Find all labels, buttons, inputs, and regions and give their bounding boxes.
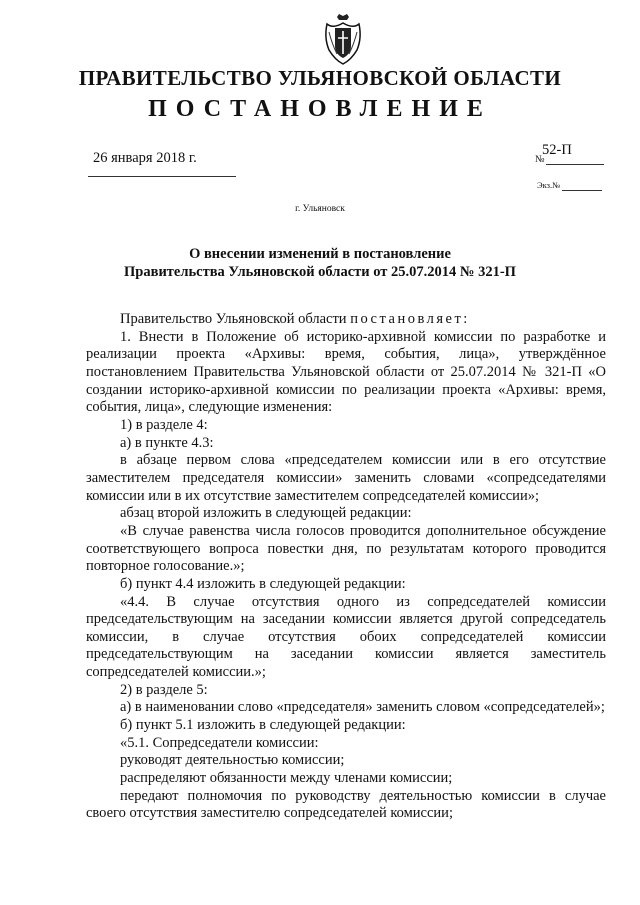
document-body xyxy=(86,311,606,823)
decree-verb: постановляет xyxy=(350,311,464,327)
copy-number-label: Экз.№ xyxy=(537,180,561,190)
body-paragraph: а) в наименовании слово «председателя» заменить словом «сопредседателей»; xyxy=(120,699,605,716)
body-paragraph: «4.4. В случае отсутствия одного из сопредседателей комиссии председательствующим на заседании комиссии является другой сопредседатель комиссии, в случае отсутствия обоих сопредседателей комиссии председательствующим на заседании комиссии является заместитель сопредседателей комиссии.»; xyxy=(86,593,606,681)
decree-number-block xyxy=(535,142,605,166)
ulyanovsk-coat-of-arms-icon xyxy=(323,14,363,66)
body-paragraph: в абзаце первом слова «председателем комиссии или в его отсутствие заместителем председателя комиссии» заменить словами «сопредседателями комиссии или в их отсутствие заместителем сопредседателей комиссии»; xyxy=(86,452,606,504)
intro-text: Правительство Ульяновской области xyxy=(120,311,351,327)
body-paragraph: б) пункт 4.4 изложить в следующей редакции: xyxy=(120,575,406,592)
body-paragraph: руководят деятельностью комиссии; xyxy=(120,752,345,769)
number-sign: № xyxy=(535,154,545,165)
body-paragraph: абзац второй изложить в следующей редакции: xyxy=(120,505,412,522)
coat-of-arms xyxy=(323,14,363,66)
body-paragraph: б) пункт 5.1 изложить в следующей редакции: xyxy=(120,717,406,734)
decree-number: 52-П xyxy=(542,142,572,158)
city: г. Ульяновск xyxy=(295,204,345,214)
decree-date: 26 января 2018 г. xyxy=(93,150,197,166)
body-paragraph: 1. Внести в Положение об историко-архивной комиссии по разработке и реализации проекта «Архивы: время, события, лица», утверждённое постановлением Правительства Ульяновской области от 25.07.2014 № 321-П «О создании историко-архивной комиссии по реализации проекта «Архивы: время, события, лица», следующие изменения: xyxy=(86,328,606,416)
intro-colon: : xyxy=(463,311,468,327)
date-underline xyxy=(88,176,236,177)
body-paragraph: передают полномочия по руководству деятельностью комиссии в случае своего отсутствия заместителю сопредседателей комиссии; xyxy=(86,787,606,822)
document-title xyxy=(80,245,560,281)
title-line: Правительства Ульяновской области от 25.07.2014 № 321-П xyxy=(124,264,516,280)
government-name: ПРАВИТЕЛЬСТВО УЛЬЯНОВСКОЙ ОБЛАСТИ xyxy=(78,66,562,90)
number-underline xyxy=(546,164,604,165)
copy-number-underline xyxy=(562,190,602,191)
intro-paragraph xyxy=(86,311,606,329)
body-paragraph: 2) в разделе 5: xyxy=(120,681,208,698)
body-paragraph: распределяют обязанности между членами комиссии; xyxy=(120,770,453,787)
body-paragraph: «5.1. Сопредседатели комиссии: xyxy=(120,734,319,751)
title-line: О внесении изменений в постановление xyxy=(189,246,451,262)
body-paragraph: 1) в разделе 4: xyxy=(120,416,208,433)
body-paragraph: «В случае равенства числа голосов проводится дополнительное обсуждение соответствующего вопроса повестки дня, по результатам которого проводится повторное голосование.»; xyxy=(86,522,606,575)
body-paragraph: а) в пункте 4.3: xyxy=(120,434,214,451)
document-type: ПОСТАНОВЛЕНИЕ xyxy=(148,96,492,122)
